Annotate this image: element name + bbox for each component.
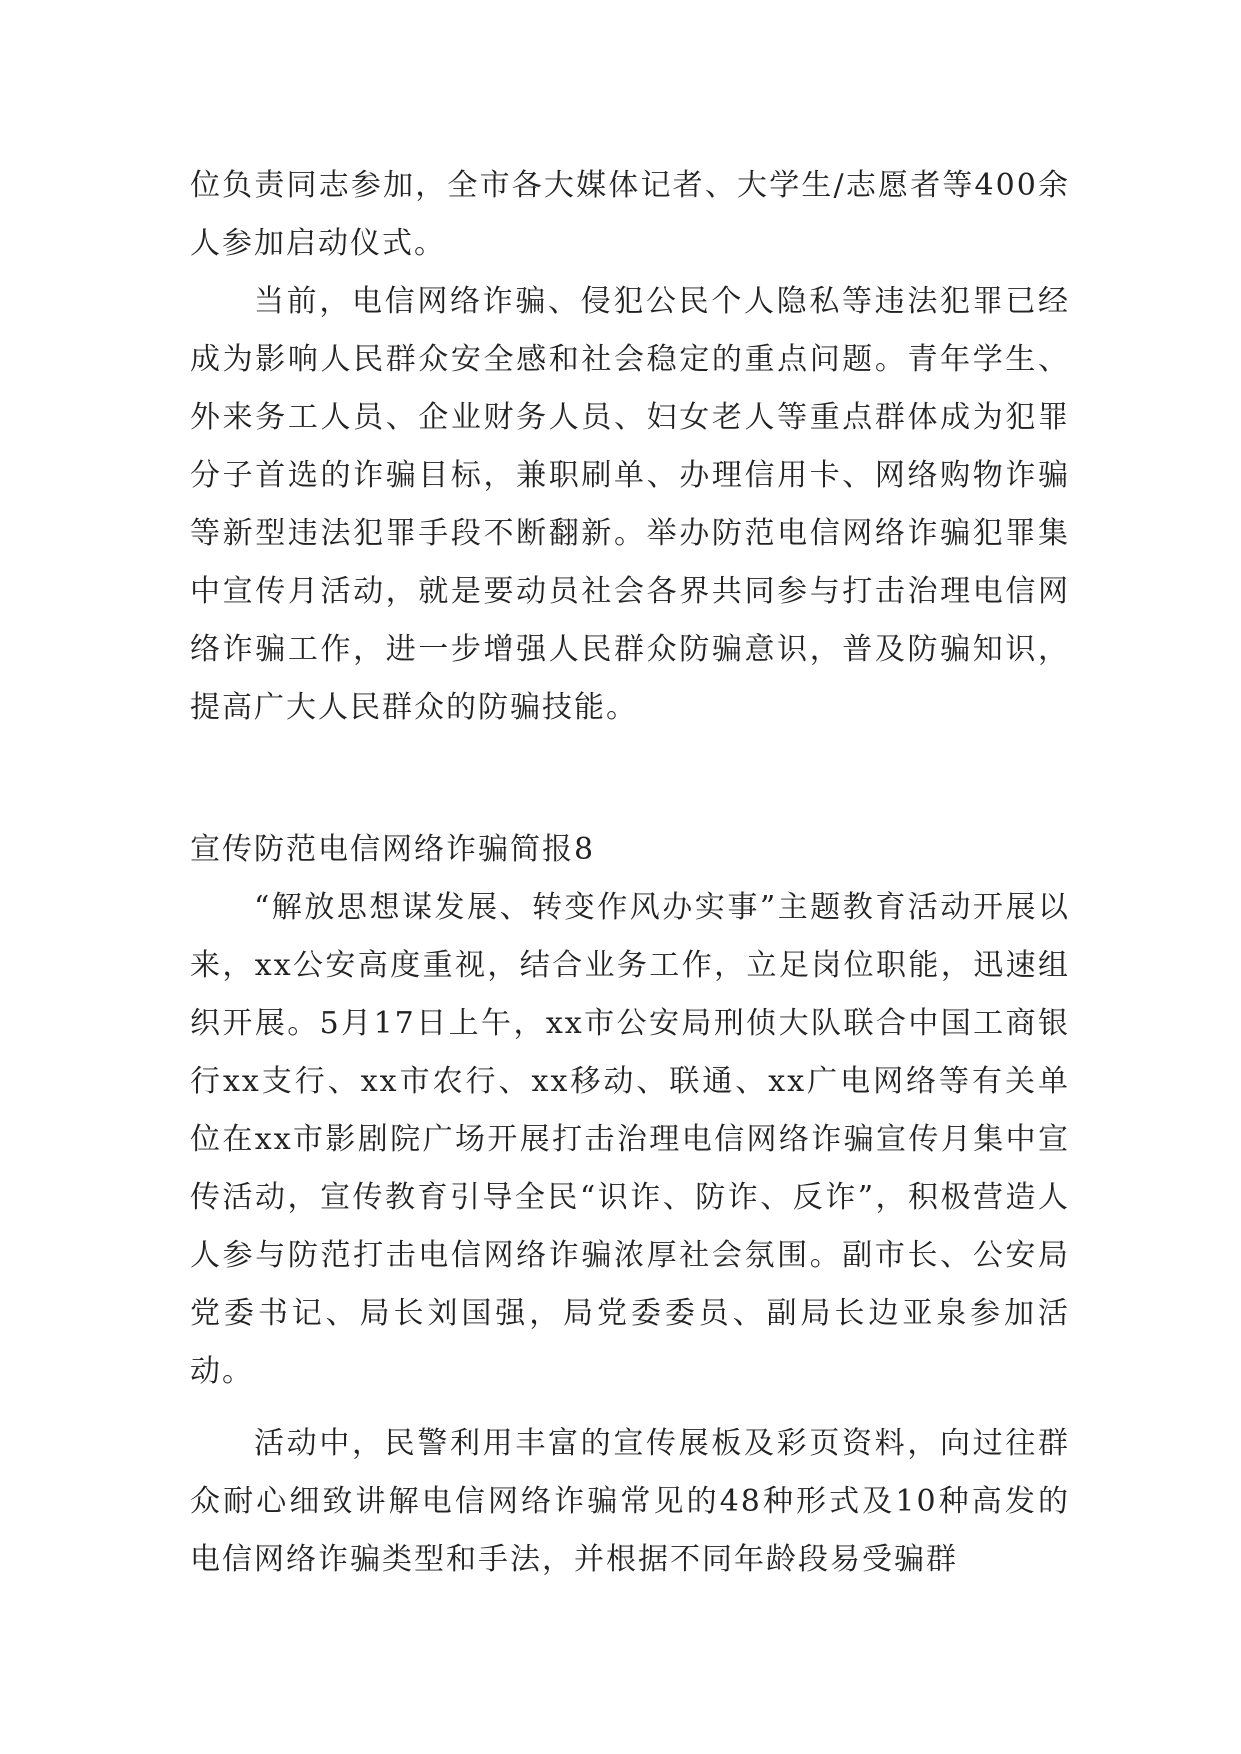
paragraph-continuation: 位负责同志参加，全市各大媒体记者、大学生/志愿者等400余人参加启动仪式。: [190, 168, 1070, 261]
paragraph-activity-details: 活动中，民警利用丰富的宣传展板及彩页资料，向过往群众耐心细致讲解电信网络诈骗常见的48种形式及10种高发的电信网络诈骗类型和手法，并根据不同年龄段易受骗群: [190, 1426, 1070, 1577]
section-heading: 宣传防范电信网络诈骗简报8: [190, 832, 596, 867]
paragraph-activity-intro: “解放思想谋发展、转变作风办实事”主题教育活动开展以来，xx公安高度重视，结合业务工作，立足岗位职能，迅速组织开展。5月17日上午，xx市公安局刑侦大队联合中国工商银行xx支行、xx市农行、xx移动、联通、xx广电网络等有关单位在xx市影剧院广场开展打击治理电信网络诈骗宣传月集中宣传活动，宣传教育引导全民“识诈、防诈、反诈”，积极营造人人参与防范打击电信网络诈骗浓厚社会氛围。副市长、公安局党委书记、局长刘国强，局党委委员、副局长边亚泉参加活动。: [190, 890, 1070, 1389]
paragraph-current-situation: 当前，电信网络诈骗、侵犯公民个人隐私等违法犯罪已经成为影响人民群众安全感和社会稳定的重点问题。青年学生、外来务工人员、企业财务人员、妇女老人等重点群体成为犯罪分子首选的诈骗目标，兼职刷单、办理信用卡、网络购物诈骗等新型违法犯罪手段不断翻新。举办防范电信网络诈骗犯罪集中宣传月活动，就是要动员社会各界共同参与打击治理电信网络诈骗工作，进一步增强人民群众防骗意识，普及防骗知识，提高广大人民群众的防骗技能。: [190, 284, 1070, 725]
